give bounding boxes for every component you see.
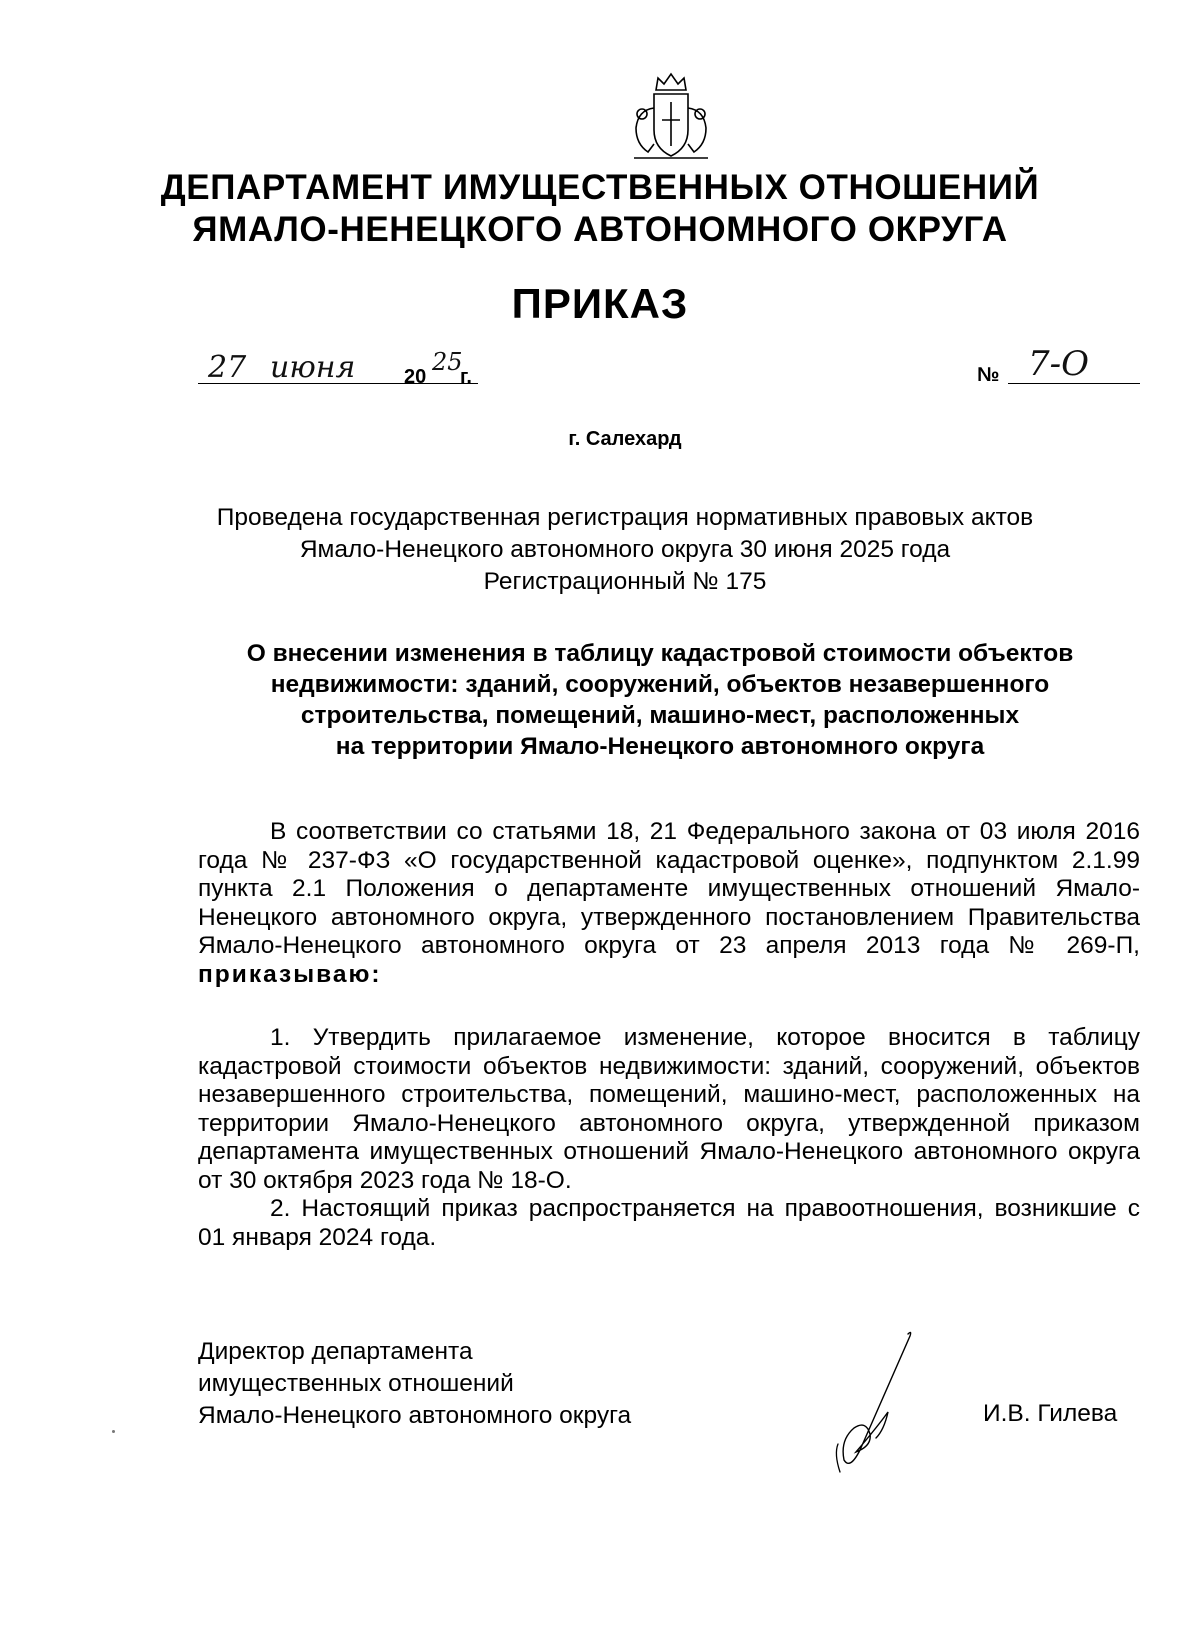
handwritten-signature [820,1330,970,1480]
signatory-name: И.В. Гилева [983,1400,1118,1427]
number-label: № [977,364,1000,386]
number-value: 7-О [1028,344,1089,384]
signatory-title [198,1336,631,1432]
subject-line3: строительства, помещений, машино-мест, расположенных [300,702,1020,729]
department-name-line1: ДЕПАРТАМЕНТ ИМУЩЕСТВЕННЫХ ОТНОШЕНИЙ [160,168,1040,207]
year-mark: г. [460,366,472,388]
item-2-paragraph: 2. Настоящий приказ распространяется на правоотношения, возникшие с 01 января 2024 года. [198,1195,1140,1251]
preamble-paragraph [198,818,1140,989]
registration-stamp [0,502,1200,598]
coat-of-arms-icon [626,68,716,168]
date-day: 27 [208,350,247,385]
registration-line1: Проведена государственная регистрация нормативных правовых актов [216,504,1034,531]
document-title: ПРИКАЗ [511,280,689,327]
scan-speck [112,1430,115,1433]
department-name-line2: ЯМАЛО-НЕНЕЦКОГО АВТОНОМНОГО ОКРУГА [192,210,1008,249]
subject-line4: на территории Ямало-Ненецкого автономного округа [335,733,985,760]
item-1-paragraph: 1. Утвердить прилагаемое изменение, которое вносится в таблицу кадастровой стоимости объектов недвижимости: зданий, сооружений, объектов незавершенного строительства, помещений, машино-мест, расположенных на территории Ямало-Ненецкого автономного округа, утвержденной приказом департамента имущественных отношений Ямало-Ненецкого автономного округа от 30 октября 2023 года № 18-О. [198,1024,1140,1194]
preamble-text: В соответствии со статьями 18, 21 Федерального закона от 03 июля 2016 года № 237-ФЗ «О государственной кадастровой оценке», подпунктом 2.1.99 пункта 2.1 Положения о департаменте имущественных отношений Ямало-Ненецкого автономного округа, утвержденного постановлением Правительства Ямало-Ненецкого автономного округа от 23 апреля 2013 года № 269-П, [198,818,1140,959]
signatory-title-line3: Ямало-Ненецкого автономного округа [198,1402,632,1429]
order-subject [160,638,1160,762]
registration-line2: Ямало-Ненецкого автономного округа 30 июня 2025 года [299,536,951,563]
year-prefix: 20 [404,366,427,388]
registration-line3: Регистрационный № 175 [483,568,767,595]
signatory-title-line2: имущественных отношений [198,1370,514,1397]
year-suffix: 25 [432,348,463,376]
directive-word: приказываю: [198,960,382,988]
subject-line1: О внесении изменения в таблицу кадастровой стоимости объектов [246,640,1074,667]
date-month: июня [270,350,356,385]
signatory-title-line1: Директор департамента [198,1338,473,1365]
subject-line2: недвижимости: зданий, сооружений, объектов незавершенного [270,671,1050,698]
city-name: г. Салехард [568,428,682,450]
